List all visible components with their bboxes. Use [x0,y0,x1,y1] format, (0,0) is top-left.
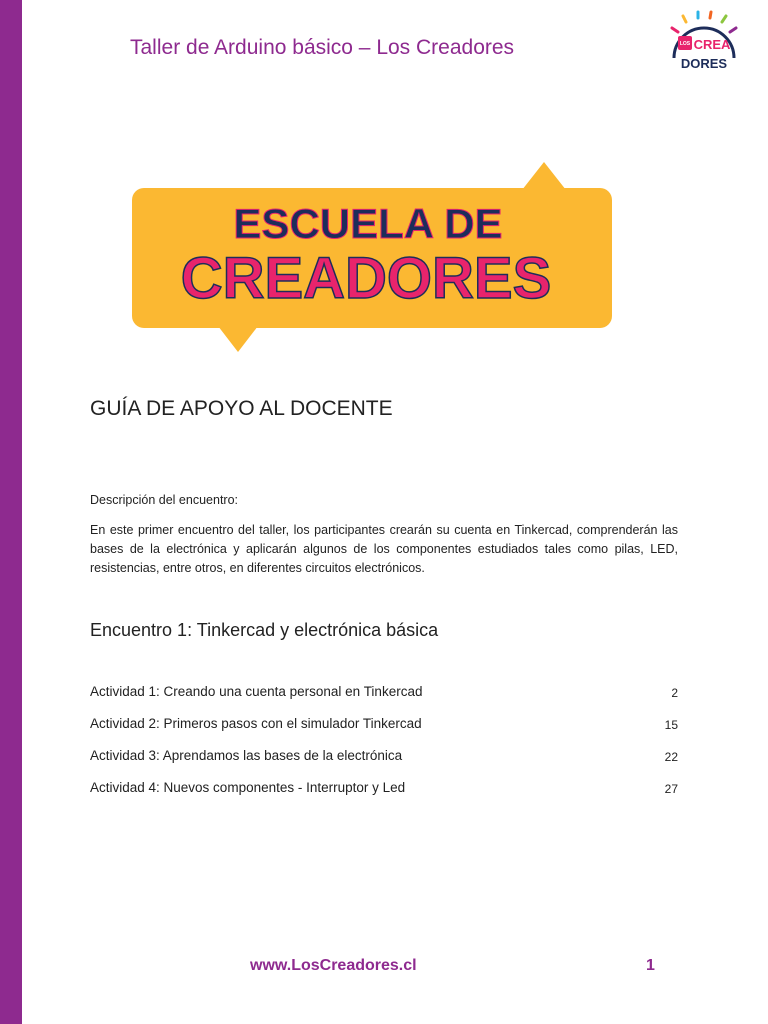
page-header-title: Taller de Arduino básico – Los Creadores [130,36,515,59]
toc-row[interactable] [90,684,678,716]
toc-activity-label: Actividad 3: Aprendamos las bases de la electrónica [90,748,403,763]
guide-title: GUÍA DE APOYO AL DOCENTE [90,397,393,420]
footer-page-number: 1 [646,957,655,974]
toc-row[interactable] [90,748,678,780]
toc-page-number: 22 [664,750,678,764]
logo-prefix: LOS [679,41,691,47]
toc-activity-label: Actividad 1: Creando una cuenta personal en Tinkercad [90,684,423,699]
table-of-contents [90,684,678,812]
toc-activity-label: Actividad 2: Primeros pasos con el simulador Tinkercad [90,716,422,731]
banner-line1: ESCUELA DE [233,200,503,247]
encounter-title: Encuentro 1: Tinkercad y electrónica básica [90,620,439,640]
escuela-de-creadores-banner [130,160,614,354]
banner-line2: CREADORES [180,246,552,311]
toc-page-number: 27 [664,782,678,796]
side-accent-bar [0,0,22,1024]
los-creadores-logo [664,10,744,74]
logo-line2: DORES [680,56,728,71]
footer-website-link[interactable]: www.LosCreadores.cl [250,957,417,974]
toc-activity-label: Actividad 4: Nuevos componentes - Interruptor y Led [90,780,406,795]
toc-page-number: 2 [671,686,678,700]
toc-row[interactable] [90,716,678,748]
logo-line1: CREA [693,37,731,52]
toc-row[interactable] [90,780,678,812]
description-text: En este primer encuentro del taller, los participantes crearán su cuenta en Tinkercad, comprenderán las bases de la electrónica y aplicarán algunos de los componentes estudiados tales como pilas, LED, resistencias, entre otros, en diferentes circuitos electrónicos. [90,523,678,575]
toc-page-number: 15 [664,718,678,732]
description-label: Descripción del encuentro: [90,493,238,507]
